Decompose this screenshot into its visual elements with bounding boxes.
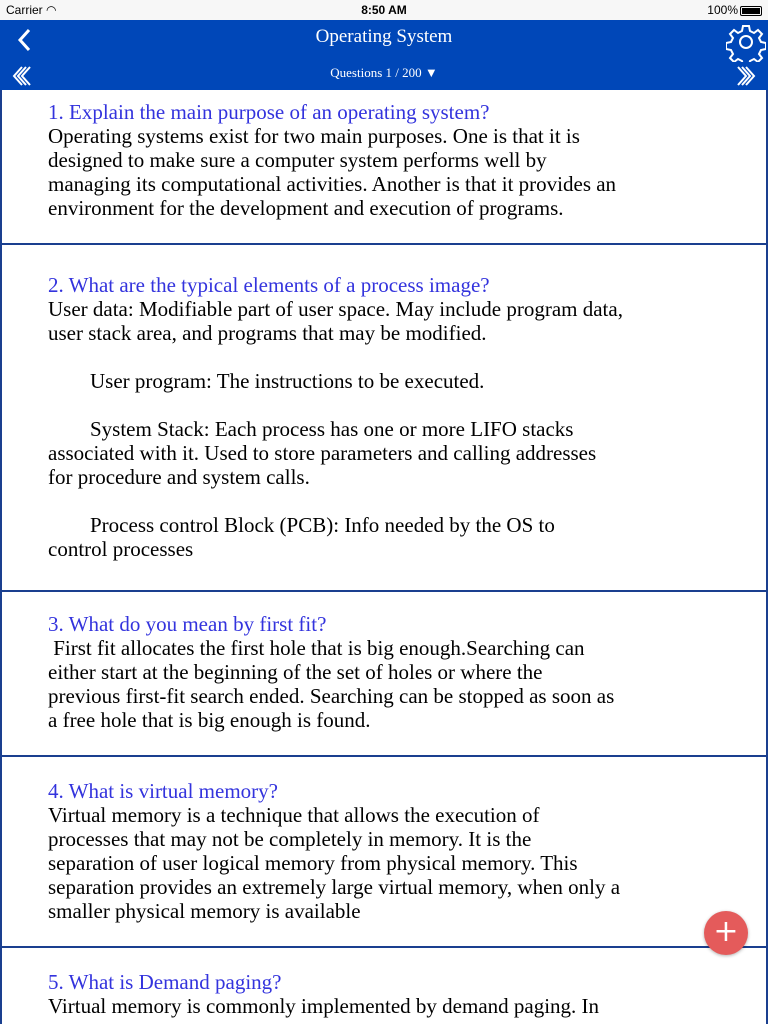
wifi-icon: ︎◠ — [46, 3, 57, 17]
gear-icon[interactable] — [726, 22, 766, 66]
question-card[interactable] — [2, 90, 766, 245]
question-text: 2. What are the typical elements of a process image? — [48, 273, 490, 297]
add-button[interactable]: + — [704, 911, 748, 955]
page-title: Operating System — [315, 26, 453, 47]
question-text: 1. Explain the main purpose of an operating system? — [48, 100, 490, 124]
question-selector[interactable]: Questions 1 / 200 ▼ — [330, 65, 438, 80]
nav-bar — [0, 20, 768, 90]
answer-text: First fit allocates the first hole that is big enough.Searching can either start at the beginning of the set of holes or where the previous first-fit search ended. Searching can be stopped as soon as a free hole that is big enough is found. — [48, 636, 615, 732]
question-list[interactable] — [0, 90, 768, 1024]
answer-text: Virtual memory is a technique that allows the execution of processes that may not be completely in memory. It is the separation of user logical memory from physical memory. This separation provides an extremely large virtual memory, when only a smaller physical memory is available — [48, 803, 621, 923]
status-bar — [0, 0, 768, 20]
carrier-label: Carrier — [6, 3, 43, 17]
question-card[interactable] — [2, 948, 766, 1024]
answer-text: Operating systems exist for two main purposes. One is that it is designed to make sure a computer system performs well by managing its computational activities. Another is that it provides an environment for the development and execution of programs. — [48, 124, 617, 220]
question-text: 3. What do you mean by first fit? — [48, 612, 327, 636]
answer-text: Virtual memory is commonly implemented by demand paging. In — [48, 994, 600, 1018]
next-question-icon[interactable] — [734, 64, 758, 92]
question-card[interactable] — [2, 757, 766, 948]
question-card[interactable] — [2, 592, 766, 757]
clock: 8:50 AM — [361, 3, 407, 17]
question-text: 4. What is virtual memory? — [48, 779, 278, 803]
question-card[interactable] — [2, 245, 766, 592]
battery-label: 100% — [707, 3, 738, 17]
answer-text: User data: Modifiable part of user space. May include program data, user stack area, and programs that may be modified. User program: The instructions to be executed. System Stack: Each process has one or more LIFO stacks associated with it. Used to store parameters and calling addresses for procedure and system calls. Process control Block (PCB): Info needed by the OS to control processes — [48, 297, 623, 561]
question-text: 5. What is Demand paging? — [48, 970, 282, 994]
